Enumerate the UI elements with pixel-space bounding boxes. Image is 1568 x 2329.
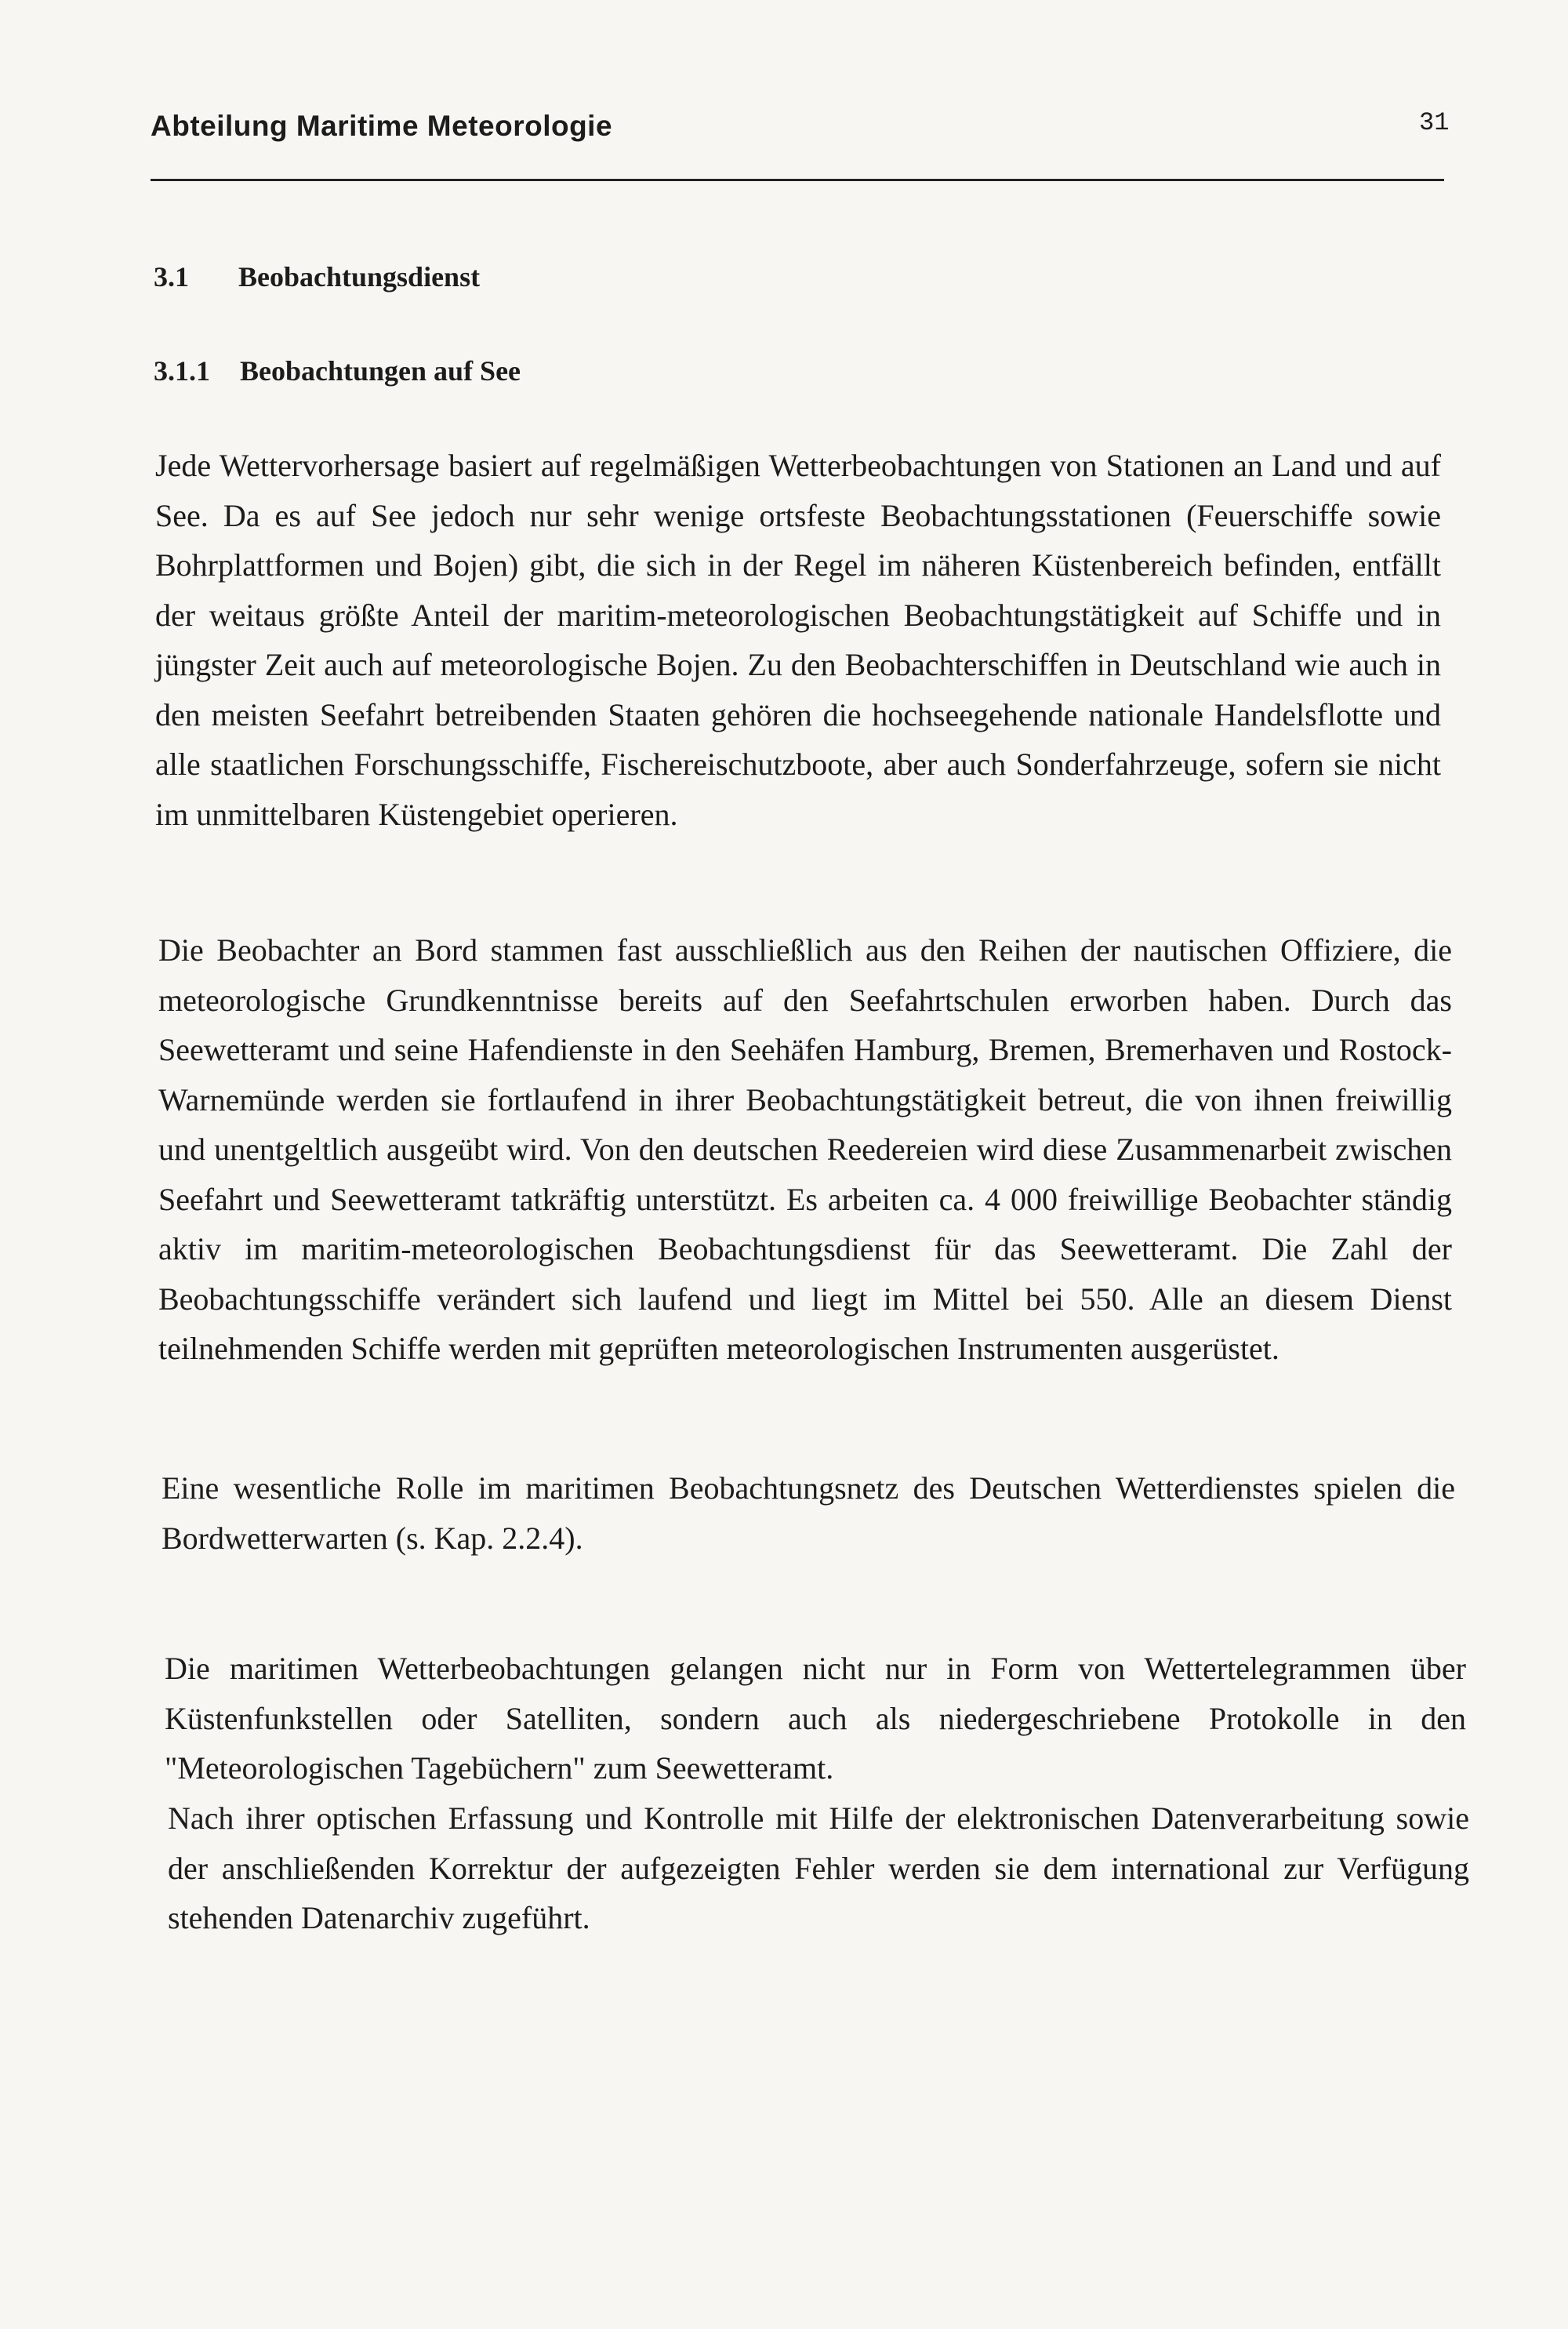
paragraph-observers-on-board: Die Beobachter an Bord stammen fast ausschließlich aus den Reihen der nautischen Offiziere, die meteorologische Grundkenntnisse bereits auf den Seefahrtschulen erworben haben. Durch das Seewetteramt und seine Hafendienste in den Seehäfen Hamburg, Bremen, Bremerhaven und Rostock-Warnemünde werden sie fortlaufend in ihrer Beobachtungstätigkeit betreut, die von ihnen freiwillig und unentgeltlich ausgeübt wird. Von den deutschen Reedereien wird diese Zusammenarbeit zwischen Seefahrt und Seewetteramt tatkräftig unterstützt. Es arbeiten ca. 4 000 freiwillige Beobachter ständig aktiv im maritim-meteorologischen Beobachtungsdienst für das Seewetteramt. Die Zahl der Beobachtungsschiffe verändert sich laufend und liegt im Mittel bei 550. Alle an diesem Dienst teilnehmenden Schiffe werden mit geprüften meteorologischen Instrumenten ausgerüstet. [158, 932, 1452, 1366]
section-heading-3-1 [154, 260, 480, 293]
section-number: 3.1.1 [154, 355, 210, 387]
paragraph-observations-intro: Jede Wettervorhersage basiert auf regelmäßigen Wetterbeobachtungen von Stationen an Land und auf See. Da es auf See jedoch nur sehr wenige ortsfeste Beobachtungsstationen (Feuerschiffe sowie Bohrplattformen und Bojen) gibt, die sich in der Regel im näheren Küstenbereich befinden, entfällt der weitaus größte Anteil der maritim-meteorologischen Beobachtungstätigkeit auf Schiffe und in jüngster Zeit auch auf meteorologische Bojen. Zu den Beobachterschiffen in Deutschland wie auch in den meisten Seefahrt betreibenden Staaten gehören die hochseegehende nationale Handelsflotte und alle staatlichen Forschungsschiffe, Fischereischutzboote, aber auch Sonderfahrzeuge, sofern sie nicht im unmittelbaren Küstengebiet operieren. [155, 448, 1441, 832]
section-title: Beobachtungen auf See [240, 355, 521, 387]
paragraph-bordwetterwarten: Eine wesentliche Rolle im maritimen Beobachtungsnetz des Deutschen Wetterdienstes spielen die Bordwetterwarten (s. Kap. 2.2.4). [162, 1470, 1455, 1556]
section-title: Beobachtungsdienst [238, 261, 481, 292]
running-header: Abteilung Maritime Meteorologie [151, 110, 613, 142]
paragraph-archive: Nach ihrer optischen Erfassung und Kontrolle mit Hilfe der elektronischen Datenverarbeitung sowie der anschließenden Korrektur der aufgezeigten Fehler werden sie dem international zur Verfügung stehenden Datenarchiv zugeführt. [168, 1800, 1469, 1935]
section-number: 3.1 [154, 261, 189, 292]
header-divider [151, 179, 1444, 181]
paragraph-transmission: Die maritimen Wetterbeobachtungen gelangen nicht nur in Form von Wettertelegrammen über Küstenfunkstellen oder Satelliten, sondern auch als niedergeschriebene Protokolle in den "Meteorologischen Tagebüchern" zum Seewetteramt. [165, 1651, 1466, 1786]
page-number: 31 [1419, 108, 1450, 137]
section-heading-3-1-1 [154, 354, 521, 387]
